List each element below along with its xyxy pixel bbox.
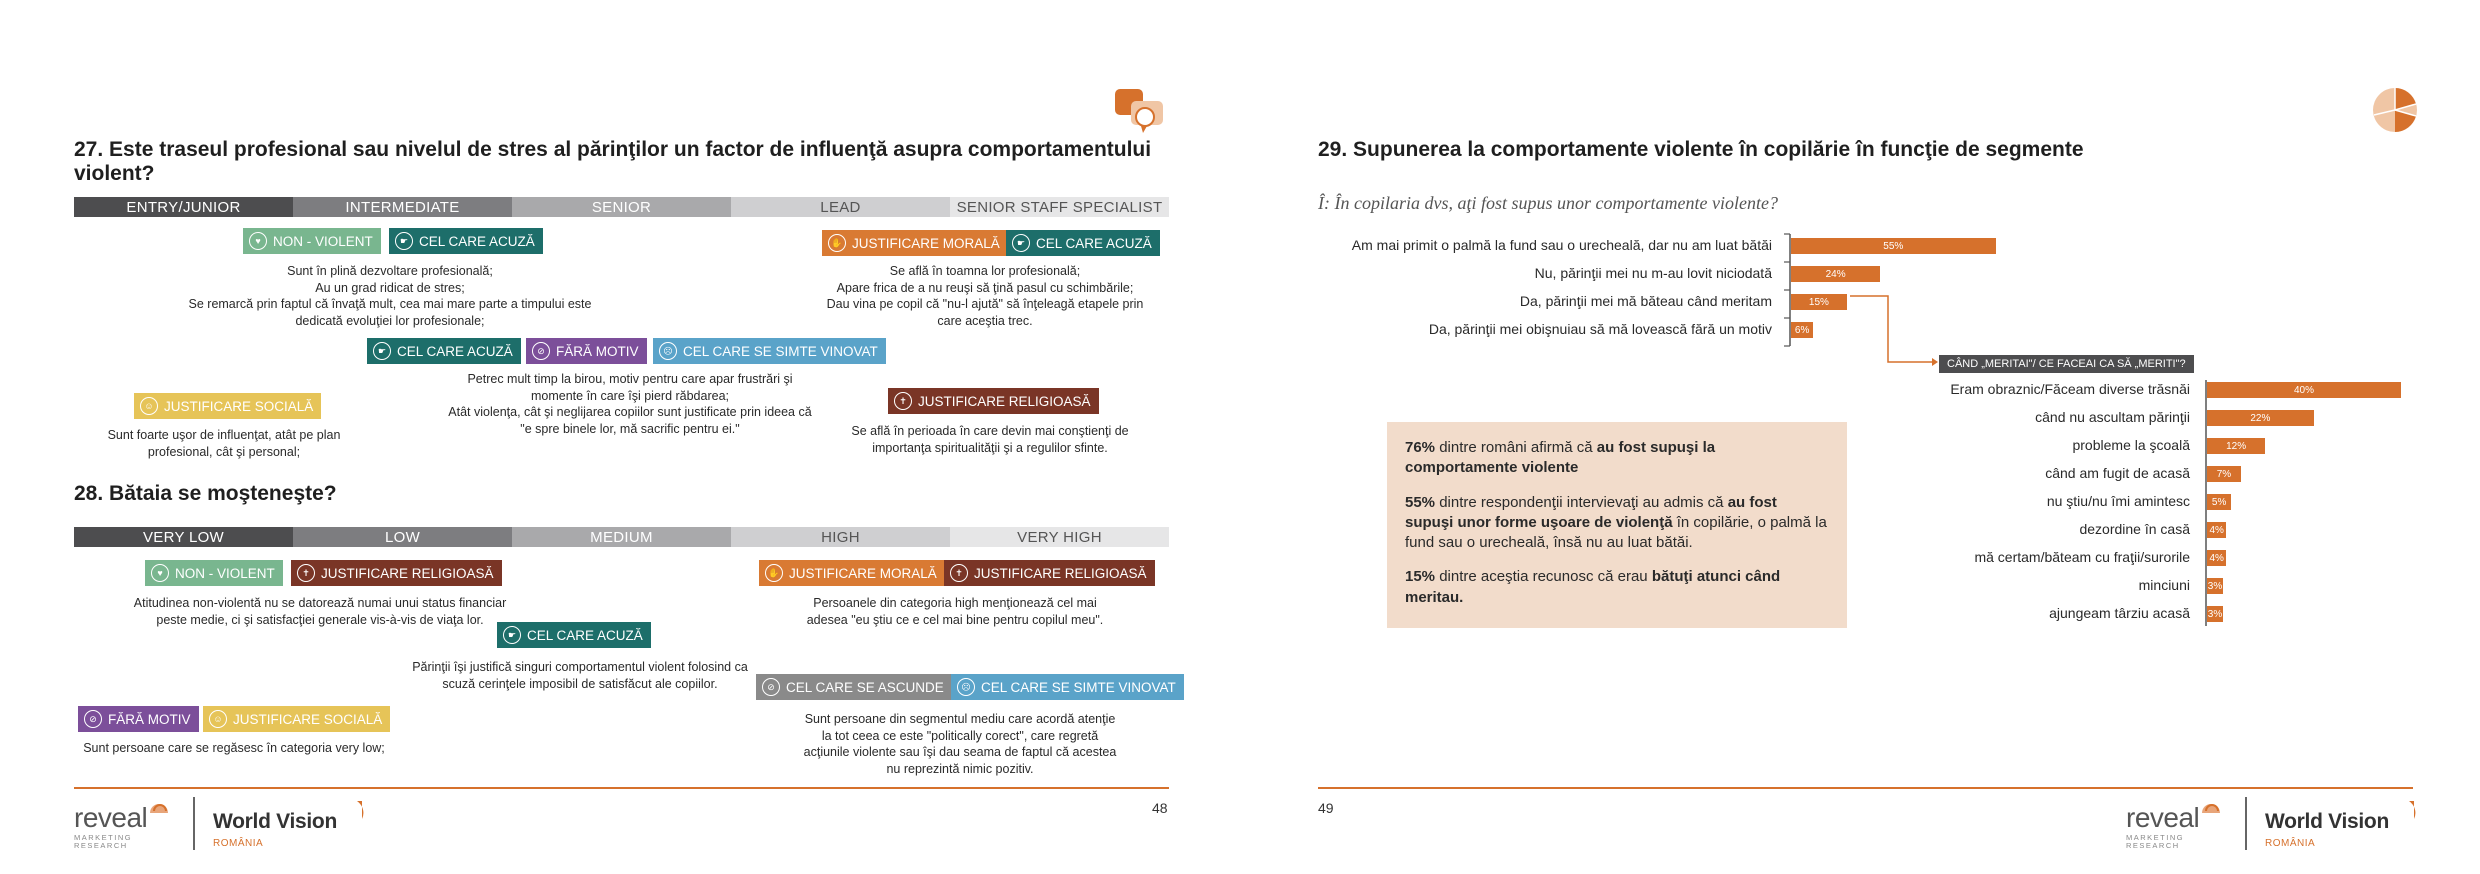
bar-category-label: dezordine în casă <box>2079 521 2190 537</box>
bar-value-label: 5% <box>2211 496 2227 508</box>
bar-value-label: 4% <box>2209 552 2224 564</box>
bar-category-label: ajungeam târziu acasă <box>2049 605 2190 621</box>
q27-desc-senior <box>420 371 840 437</box>
tag-justificare-religioasa <box>944 560 1155 586</box>
q27-segment-bar <box>74 197 1169 217</box>
bar-value-label: 15% <box>1808 296 1829 308</box>
bar <box>2207 522 2226 538</box>
pointing-hand-icon: ☛ <box>373 342 391 360</box>
reveal-sub-line: RESEARCH <box>74 840 128 850</box>
q28-segment-low: LOW <box>293 527 512 547</box>
footer-rule <box>74 787 1169 789</box>
tag-label: CEL CARE ACUZĂ <box>419 233 535 249</box>
bar <box>2207 466 2241 482</box>
footer-rule <box>1318 787 2413 789</box>
q28-segment-bar <box>74 527 1169 547</box>
sad-face-icon: ☹ <box>957 678 975 696</box>
q27-segment-senior: SENIOR <box>512 197 731 217</box>
desc-line: Părinţii îşi justifică singuri comportamentul violent folosind ca <box>412 660 748 674</box>
tag-justificare-morala <box>759 560 945 586</box>
bar-category-label: mă certam/băteam cu fraţii/surorile <box>1974 549 2190 565</box>
chart-connector-line <box>1848 294 1938 366</box>
bar <box>2207 382 2401 398</box>
q27-desc-intermediate <box>170 263 610 329</box>
callout-pct: 76% <box>1405 439 1436 456</box>
bar <box>2207 606 2223 622</box>
callout-bold: bătuţi atunci când meritau. <box>1405 568 1781 606</box>
q27-segment-intermediate: INTERMEDIATE <box>293 197 512 217</box>
bar <box>2207 550 2226 566</box>
heart-icon: ♥ <box>249 232 267 250</box>
desc-line: adesea "eu ştiu ce e cel mai bine pentru copilul meu". <box>806 612 1104 627</box>
reveal-logo: reveal <box>2126 802 2200 833</box>
desc-line: scuză cerinţele imposibil de satisfăcut ale copiilor. <box>442 676 718 691</box>
desc-line: Apare frica de a nu reuşi să ţină pasul cu schimbările; <box>836 280 1134 295</box>
desc-line: Petrec mult timp la birou, motiv pentru care apar frustrări şi <box>467 372 793 386</box>
page-number: 48 <box>1152 800 1168 816</box>
tag-cel-care-acuza <box>389 228 543 254</box>
tag-label: FĂRĂ MOTIV <box>108 711 191 727</box>
bar-category-label: când nu ascultam părinţii <box>2035 409 2190 425</box>
world-vision-logo: World Vision <box>213 810 337 833</box>
tag-label: JUSTIFICARE MORALĂ <box>789 565 937 581</box>
bar-category-label: nu ştiu/nu îmi amintesc <box>2046 493 2190 509</box>
reveal-sun-icon <box>2200 799 2222 815</box>
tag-label: CEL CARE SE SIMTE VINOVAT <box>683 343 878 359</box>
bar <box>2207 410 2314 426</box>
callout-p1 <box>1405 438 1829 479</box>
world-vision-logo: World Vision <box>2265 810 2389 833</box>
bar-category-label: Da, părinţii mei obişnuiau să mă lovească fără un motiv <box>1428 321 1772 337</box>
page-number: 49 <box>1318 800 1334 816</box>
hands-icon: ✋ <box>828 234 846 252</box>
bar <box>1791 322 1813 338</box>
sad-face-icon: ☹ <box>659 342 677 360</box>
callout-bold: au fost supuşi la comportamente violente <box>1405 439 1716 477</box>
people-icon: ☺ <box>140 397 158 415</box>
bar <box>1791 294 1847 310</box>
tag-justificare-religioasa <box>888 388 1099 414</box>
desc-line: Se află în toamna lor profesională; <box>889 264 1081 278</box>
desc-line: Sunt în plină dezvoltare profesională; <box>287 264 493 278</box>
tag-justificare-religioasa <box>291 560 502 586</box>
desc-line: acţiunile violente sau îşi dau seama de faptul că acestea <box>803 745 1117 759</box>
desc-line: Atitudinea non-violentă nu se datorează numai unui status financiar <box>133 596 507 610</box>
tag-label: JUSTIFICARE SOCIALĂ <box>233 711 383 727</box>
tag-label: FĂRĂ MOTIV <box>556 343 639 359</box>
tag-label: JUSTIFICARE RELIGIOASĂ <box>974 565 1147 581</box>
tag-label: NON - VIOLENT <box>175 565 275 581</box>
desc-line: Sunt persoane care se regăsesc în categoria very low; <box>83 741 385 755</box>
reveal-sub-line: RESEARCH <box>2126 840 2180 850</box>
q29-question: Î: În copilaria dvs, aţi fost supus unor comportamente violente? <box>1318 193 1778 213</box>
pie-chart-icon <box>2372 87 2418 133</box>
tag-cel-care-se-simte-vinovat <box>653 338 886 364</box>
desc-line: Atât violenţa, cât şi neglijarea copiilor sunt justificate prin ideea că <box>448 405 812 419</box>
reveal-logo: reveal <box>74 802 148 833</box>
tag-fara-motiv <box>526 338 647 364</box>
tag-label: JUSTIFICARE SOCIALĂ <box>164 398 314 414</box>
bar <box>1791 238 1996 254</box>
desc-line: peste medie, ci şi satisfacţiei generale vis-à-vis de viaţa lor. <box>156 612 484 627</box>
tag-justificare-morala <box>822 230 1008 256</box>
tag-non-violent <box>243 228 381 254</box>
bar-category-label: minciuni <box>2138 577 2190 593</box>
tag-justificare-sociala <box>203 706 390 732</box>
bar-value-label: 6% <box>1794 324 1810 336</box>
q27-segment-lead: LEAD <box>731 197 950 217</box>
bar <box>2207 578 2223 594</box>
q28-desc-medium-2 <box>780 711 1140 777</box>
callout-p2 <box>1405 493 1829 554</box>
tag-justificare-sociala <box>134 393 321 419</box>
no-reason-icon: ⊘ <box>84 710 102 728</box>
bar-category-label: Eram obraznic/Făceam diverse trăsnăi <box>1950 381 2190 397</box>
cross-icon: ✝ <box>894 392 912 410</box>
hide-icon: ⊘ <box>762 678 780 696</box>
pointing-hand-icon: ☛ <box>503 626 521 644</box>
bar-value-label: 3% <box>2207 580 2223 592</box>
q27-desc-entry <box>74 427 374 460</box>
cross-icon: ✝ <box>950 564 968 582</box>
desc-line: dedicată evoluţiei lor profesionale; <box>295 313 485 328</box>
bar <box>1791 266 1880 282</box>
reveal-sun-icon <box>148 799 170 815</box>
logo-divider <box>2245 797 2247 850</box>
world-vision-logo-sub: ROMÂNIA <box>2265 838 2316 849</box>
reveal-sub-line: MARKETING <box>74 833 133 842</box>
heart-icon: ♥ <box>151 564 169 582</box>
desc-line: profesional, cât şi personal; <box>147 444 301 459</box>
tag-label: CEL CARE ACUZĂ <box>1036 235 1152 251</box>
chart2-header: CÂND „MERITAI"/ CE FACEAI CA SĂ „MERITI"? <box>1939 355 2194 373</box>
q28-title: 28. Bătaia se moşteneşte? <box>74 482 337 505</box>
q28-segment-medium: MEDIUM <box>512 527 731 547</box>
tag-label: CEL CARE SE ASCUNDE <box>786 679 944 695</box>
world-vision-star-icon <box>342 801 364 819</box>
tag-label: JUSTIFICARE RELIGIOASĂ <box>321 565 494 581</box>
desc-line: Dau vina pe copil că "nu-l ajută" să înţeleagă etapele prin <box>826 297 1144 311</box>
callout-box <box>1387 422 1847 628</box>
q28-desc-high <box>770 595 1140 628</box>
desc-line: "e spre binele lor, mă sacrific pentru ei." <box>520 421 740 436</box>
desc-line: la tot ceea ce este "politically corect", care regretă <box>821 728 1099 743</box>
bar <box>2207 438 2265 454</box>
bar-category-label: Am mai primit o palmă la fund sau o urecheală, dar nu am luat bătăi <box>1351 237 1772 253</box>
callout-text: dintre aceştia recunosc că erau <box>1435 568 1652 586</box>
bar-category-label: probleme la şcoală <box>2072 437 2190 453</box>
tag-label: CEL CARE SE SIMTE VINOVAT <box>981 679 1176 695</box>
tag-fara-motiv <box>78 706 199 732</box>
desc-line: Au un grad ridicat de stres; <box>315 280 465 295</box>
bar-value-label: 55% <box>1883 240 1904 252</box>
speech-bubble-icon <box>1113 87 1171 135</box>
callout-text: dintre respondenţii intervievaţi au admis că <box>1435 493 1728 511</box>
callout-p3 <box>1405 567 1829 608</box>
tag-label: NON - VIOLENT <box>273 233 373 249</box>
q27-title-line1: 27. Este traseul profesional sau nivelul de stres al părinţilor un factor de influenţă asupra comportamentului <box>74 138 1152 161</box>
bar-value-label: 7% <box>2216 468 2232 480</box>
tag-cel-care-se-simte-vinovat <box>951 674 1184 700</box>
q27-segment-entry-junior: ENTRY/JUNIOR <box>74 197 293 217</box>
desc-line: Sunt persoane din segmentul mediu care acordă atenţie <box>804 712 1116 726</box>
bar-value-label: 4% <box>2209 524 2224 536</box>
logo-divider <box>193 797 195 850</box>
q28-segment-high: HIGH <box>731 527 950 547</box>
pointing-hand-icon: ☛ <box>1012 234 1030 252</box>
tag-non-violent <box>145 560 283 586</box>
callout-bold: au fost supuşi unor forme uşoare de violenţă <box>1405 493 1777 531</box>
desc-line: care aceştia trec. <box>937 313 1033 328</box>
reveal-sub-line: MARKETING <box>2126 833 2185 842</box>
q28-desc-medium <box>380 659 780 692</box>
callout-pct: 55% <box>1405 493 1436 511</box>
pointing-hand-icon: ☛ <box>395 232 413 250</box>
bar-category-label: când am fugit de acasă <box>2045 465 2190 481</box>
bar-value-label: 12% <box>2226 440 2247 452</box>
tag-cel-care-se-ascunde <box>756 674 952 700</box>
q28-desc-very-low <box>110 595 530 628</box>
bar-category-label: Da, părinţii mei mă băteau când meritam <box>1519 293 1772 309</box>
people-icon: ☺ <box>209 710 227 728</box>
q28-desc-very-low-2 <box>74 740 394 757</box>
tag-cel-care-acuza <box>497 622 651 648</box>
tag-label: JUSTIFICARE MORALĂ <box>852 235 1000 251</box>
world-vision-logo-sub: ROMÂNIA <box>213 838 264 849</box>
q27-title <box>74 138 1154 186</box>
cross-icon: ✝ <box>297 564 315 582</box>
desc-line: Sunt foarte uşor de influenţat, atât pe plan <box>107 428 341 442</box>
hands-icon: ✋ <box>765 564 783 582</box>
q28-segment-very-high: VERY HIGH <box>950 527 1169 547</box>
q27-desc-lead <box>770 263 1200 329</box>
tag-label: CEL CARE ACUZĂ <box>397 343 513 359</box>
no-reason-icon: ⊘ <box>532 342 550 360</box>
tag-cel-care-acuza <box>367 338 521 364</box>
q28-segment-very-low: VERY LOW <box>74 527 293 547</box>
bar <box>2207 494 2231 510</box>
bar-value-label: 3% <box>2207 608 2223 620</box>
bar-category-label: Nu, părinţii mei nu m-au lovit niciodată <box>1534 265 1772 281</box>
q29-title: 29. Supunerea la comportamente violente în copilărie în funcţie de segmente <box>1318 138 2084 161</box>
desc-line: Persoanele din categoria high menţionează cel mai <box>813 596 1097 610</box>
desc-line: momente în care îşi pierd răbdarea; <box>530 388 730 403</box>
q27-desc-senior-staff <box>820 423 1160 456</box>
callout-text: dintre români afirmă că <box>1435 439 1597 456</box>
bar-value-label: 40% <box>2293 384 2314 396</box>
desc-line: importanţa spiritualităţii şi a regulilor sfinte. <box>872 440 1108 455</box>
tag-label: CEL CARE ACUZĂ <box>527 627 643 643</box>
q27-title-line2: violent? <box>74 162 155 186</box>
callout-pct: 15% <box>1405 568 1436 586</box>
bar-value-label: 24% <box>1825 268 1846 280</box>
bar-value-label: 22% <box>2250 412 2271 424</box>
desc-line: Se remarcă prin faptul că învaţă mult, cea mai mare parte a timpului este <box>188 297 592 311</box>
reveal-logo-sub <box>2126 834 2184 850</box>
desc-line: Se află în perioada în care devin mai conştienţi de <box>851 424 1129 438</box>
reveal-logo-sub <box>74 834 132 850</box>
tag-label: JUSTIFICARE RELIGIOASĂ <box>918 393 1091 409</box>
q27-segment-senior-staff: SENIOR STAFF SPECIALIST <box>950 197 1169 217</box>
callout-text: în copilărie, o palmă la fund sau o urecheală, însă nu au luat bătăi. <box>1405 513 1827 551</box>
tag-cel-care-acuza <box>1006 230 1160 256</box>
world-vision-star-icon <box>2394 801 2416 819</box>
desc-line: nu reprezintă nimic pozitiv. <box>886 761 1034 776</box>
